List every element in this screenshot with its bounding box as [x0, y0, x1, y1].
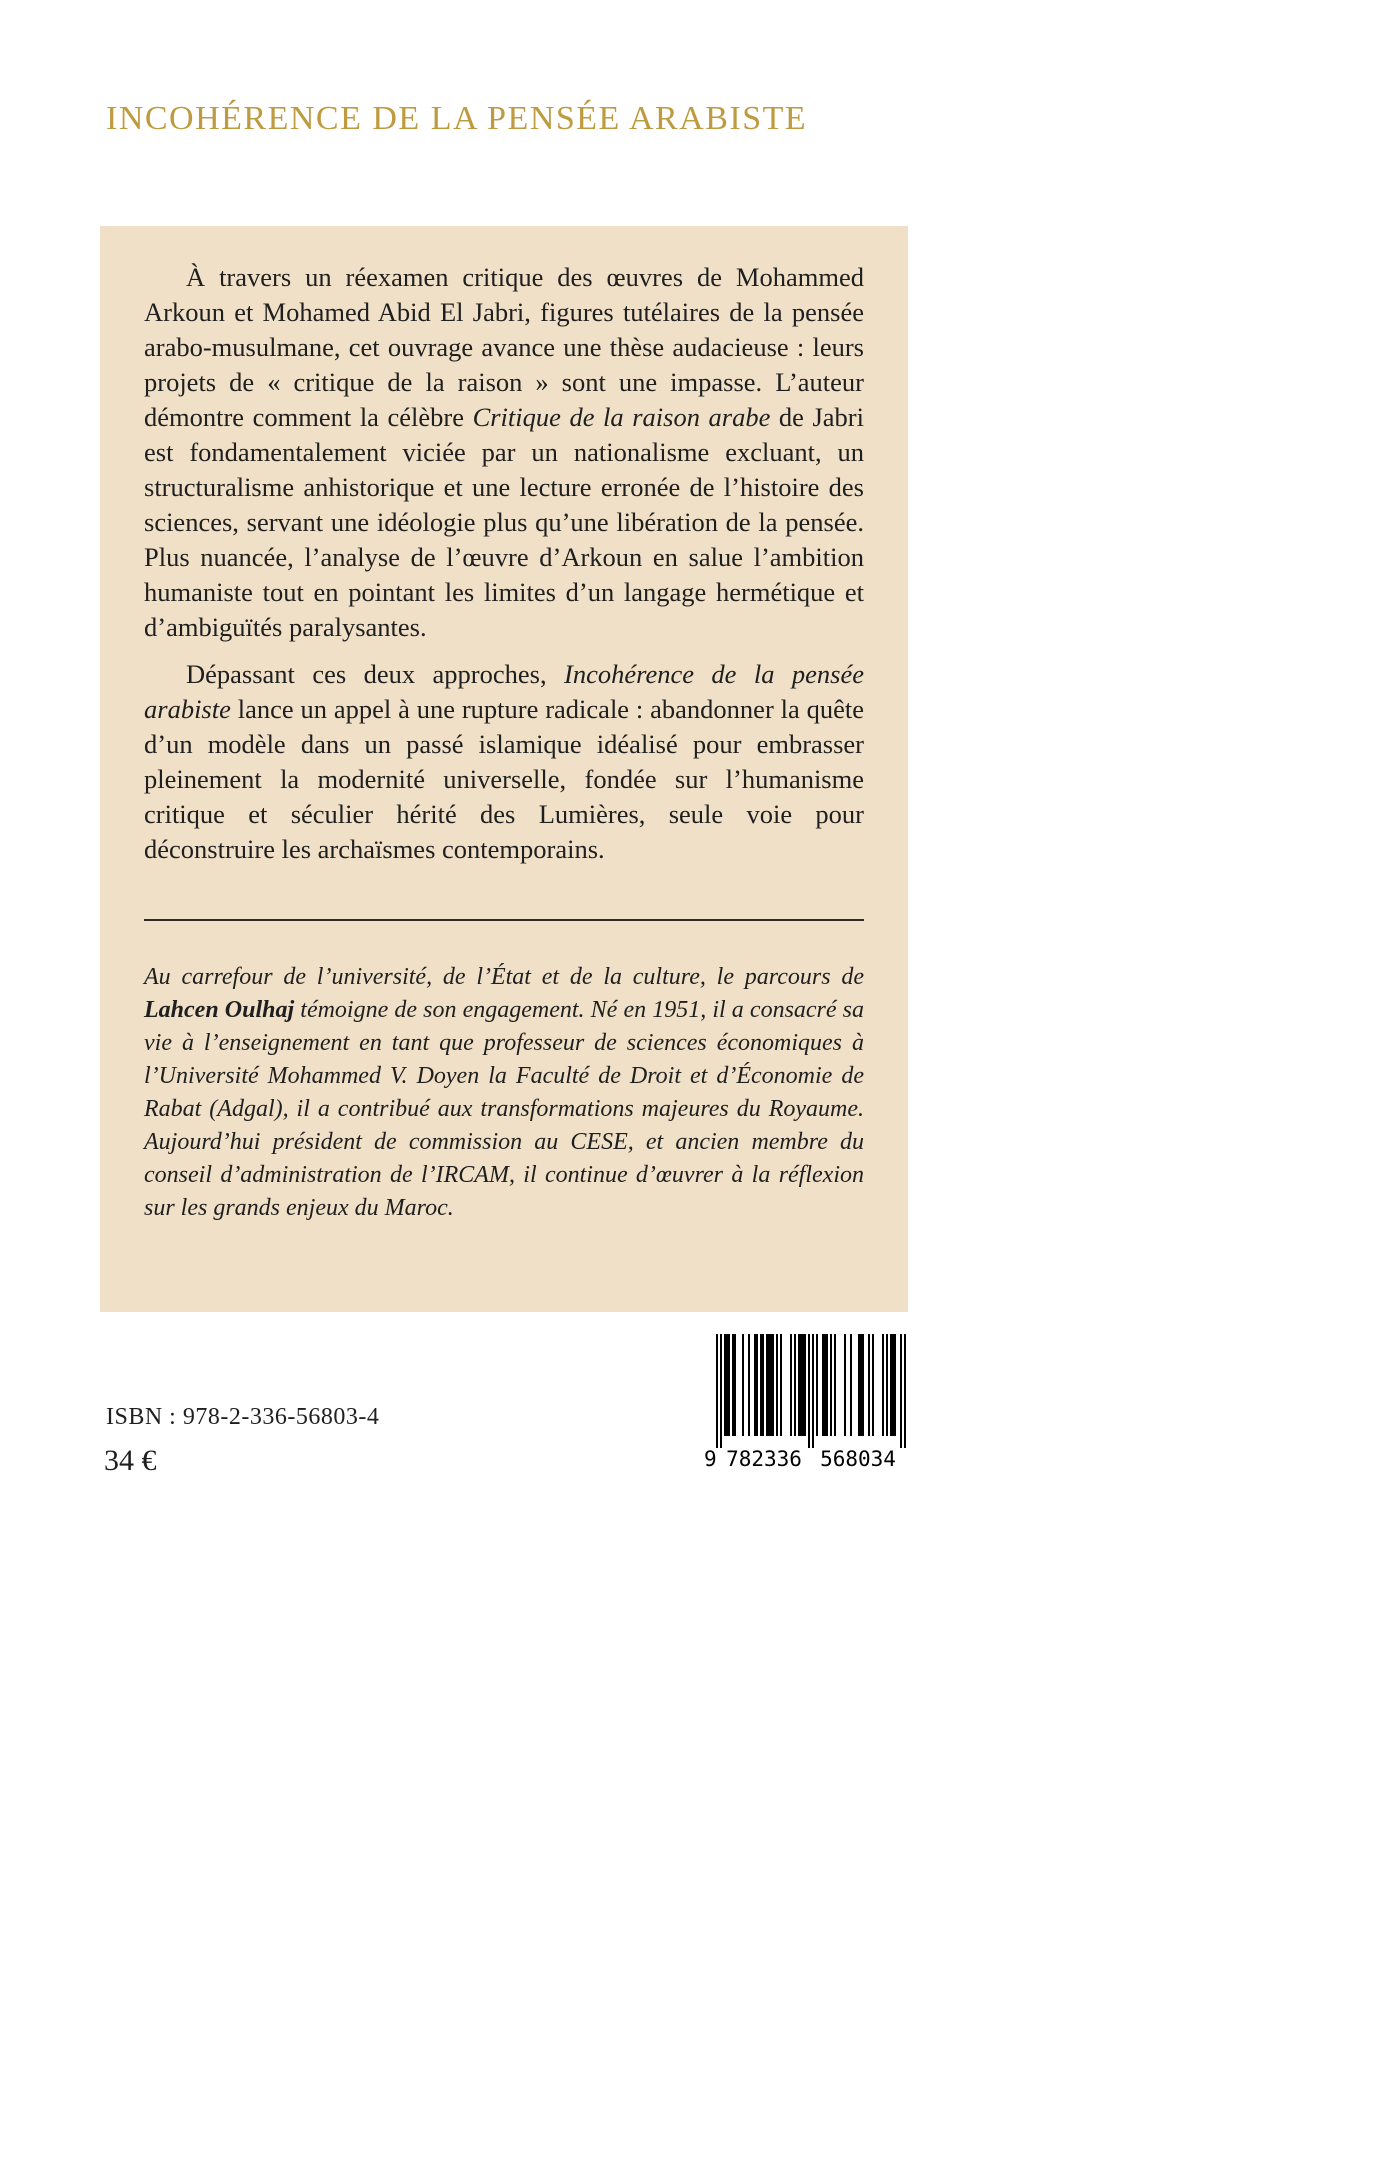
barcode-first-digit: 9: [704, 1447, 717, 1470]
barcode-bars: [716, 1334, 906, 1448]
synopsis-paragraph-2: [144, 657, 864, 867]
barcode-right-digits: 568034: [820, 1447, 896, 1470]
ean13-barcode: [704, 1334, 910, 1470]
synopsis-p1-text-cont: de Jabri est fondamentalement viciée par un nationalisme excluant, un structuralisme anhistorique et une lecture erronée de l’histoire des sciences, servant une idéologie plus qu’une libération de la pensée. Plus nuancée, l’analyse de l’œuvre d’Arkoun en salue l’ambition humaniste tout en pointant les limites d’un langage hermétique et d’ambiguïtés paralysantes.: [144, 402, 864, 642]
synopsis-p2-text-cont: lance un appel à une rupture radicale : abandonner la quête d’un modèle dans un passé islamique idéalisé pour embrasser pleinement la modernité universelle, fondée sur l’humanisme critique et séculier hérité des Lumières, seule voie pour déconstruire les archaïsmes contemporains.: [144, 694, 864, 864]
synopsis-p1-text: À travers un réexamen critique des œuvres de Mohammed Arkoun et Mohamed Abid El Jabri, figures tutélaires de la pensée arabo-musulmane, cet ouvrage avance une thèse audacieuse : leurs projets de « critique de la raison » sont une impasse. L’auteur démontre comment la célèbre: [144, 262, 864, 432]
separator-rule: [144, 919, 864, 921]
author-bio-text-cont: témoigne de son engagement. Né en 1951, il a consacré sa vie à l’enseignement en tant que professeur de sciences économiques à l’Université Mohammed V. Doyen la Faculté de Droit et d’Économie de Rabat (Adgal), il a contribué aux transformations majeures du Royaume. Aujourd’hui président de commission au CESE, et ancien membre du conseil d’administration de l’IRCAM, il continue d’œuvrer à la réflexion sur les grands enjeux du Maroc.: [144, 997, 865, 1221]
price-text: 34 €: [104, 1444, 157, 1477]
synopsis-paragraph-1: [144, 260, 864, 645]
barcode: [704, 1334, 910, 1475]
barcode-left-digits: 782336: [726, 1447, 802, 1470]
book-title: INCOHÉRENCE DE LA PENSÉE ARABISTE: [106, 100, 808, 137]
isbn-text: ISBN : 978-2-336-56803-4: [106, 1404, 380, 1430]
author-bio-text: Au carrefour de l’université, de l’État et de la culture, le parcours de: [144, 964, 864, 990]
author-name: Lahcen Oulhaj: [144, 997, 295, 1023]
book-title-italic: Incohérence de la pensée arabiste: [144, 659, 865, 724]
synopsis-panel: [100, 226, 908, 1312]
author-bio: [144, 961, 864, 1225]
synopsis-p2-text: Dépassant ces deux approches,: [186, 659, 565, 689]
cited-work-title: Critique de la raison arabe: [472, 402, 771, 432]
